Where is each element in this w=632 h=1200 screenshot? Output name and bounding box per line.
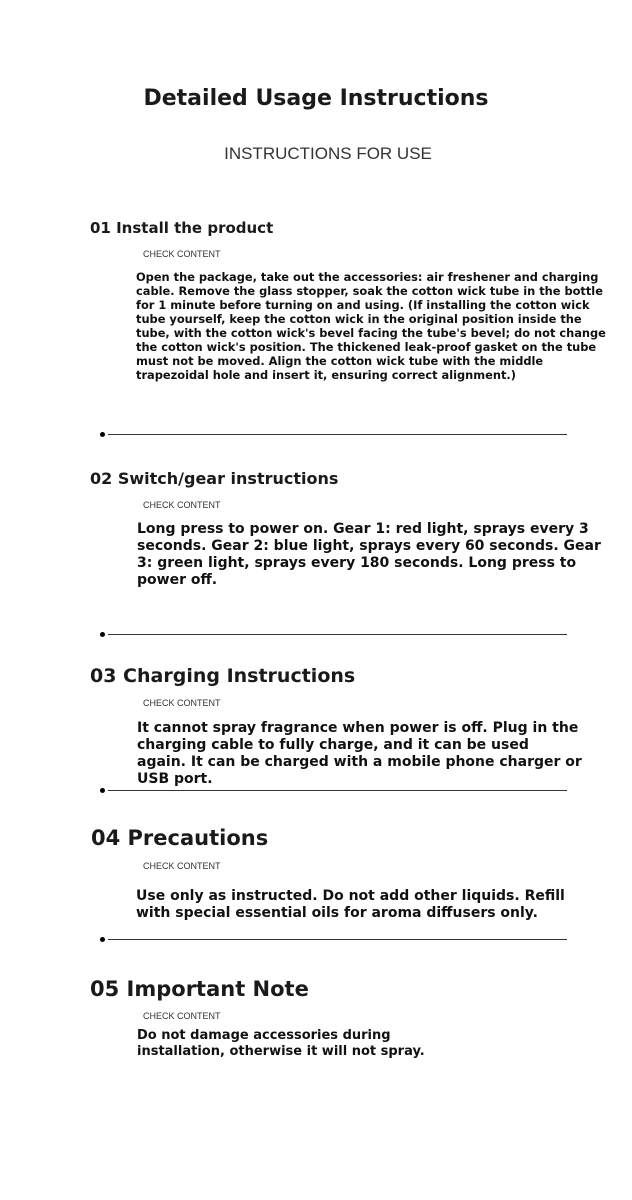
section-1-tag: CHECK CONTENT (143, 249, 221, 259)
section-3-heading: 03 Charging Instructions (90, 665, 356, 687)
divider-1 (100, 432, 567, 438)
page-subtitle: INSTRUCTIONS FOR USE (224, 144, 432, 163)
section-2-heading: 02 Switch/gear instructions (90, 469, 339, 488)
section-1-heading: 01 Install the product (90, 219, 274, 237)
section-5-body: Do not damage accessories during installation, otherwise it will not spray. (137, 1028, 425, 1059)
section-4-tag: CHECK CONTENT (143, 861, 221, 871)
section-4-body: Use only as instructed. Do not add other liquids. Refill with special essential oils for aroma diffusers only. (136, 888, 565, 921)
section-3-tag: CHECK CONTENT (143, 698, 221, 708)
divider-2 (100, 632, 567, 638)
section-5-heading: 05 Important Note (90, 977, 309, 1001)
divider-4 (100, 937, 567, 943)
page-title: Detailed Usage Instructions (143, 86, 489, 111)
divider-3 (100, 788, 567, 794)
section-1-body: Open the package, take out the accessories: air freshener and charging cable. Remove the glass stopper, soak the cotton wick tube in the bottle for 1 minute before turning on and using. (If installing the cotton wick tube yourself, keep the cotton wick in the original position inside the tube, with the cotton wick's bevel facing the tube's bevel; do not change the cotton wick's position. The thickened leak-proof gasket on the tube must not be moved. Align the cotton wick tube with the middle trapezoidal hole and insert it, ensuring correct alignment.) (136, 270, 606, 382)
section-3-body: It cannot spray fragrance when power is off. Plug in the charging cable to fully charge, and it can be used again. It can be charged with a mobile phone charger or USB port. (137, 720, 582, 787)
section-5-tag: CHECK CONTENT (143, 1011, 221, 1021)
section-4-heading: 04 Precautions (91, 826, 269, 850)
section-2-tag: CHECK CONTENT (143, 500, 221, 510)
section-2-body: Long press to power on. Gear 1: red light, sprays every 3 seconds. Gear 2: blue light, sprays every 60 seconds. Gear 3: green light, sprays every 180 seconds. Long press to power off. (137, 521, 601, 588)
